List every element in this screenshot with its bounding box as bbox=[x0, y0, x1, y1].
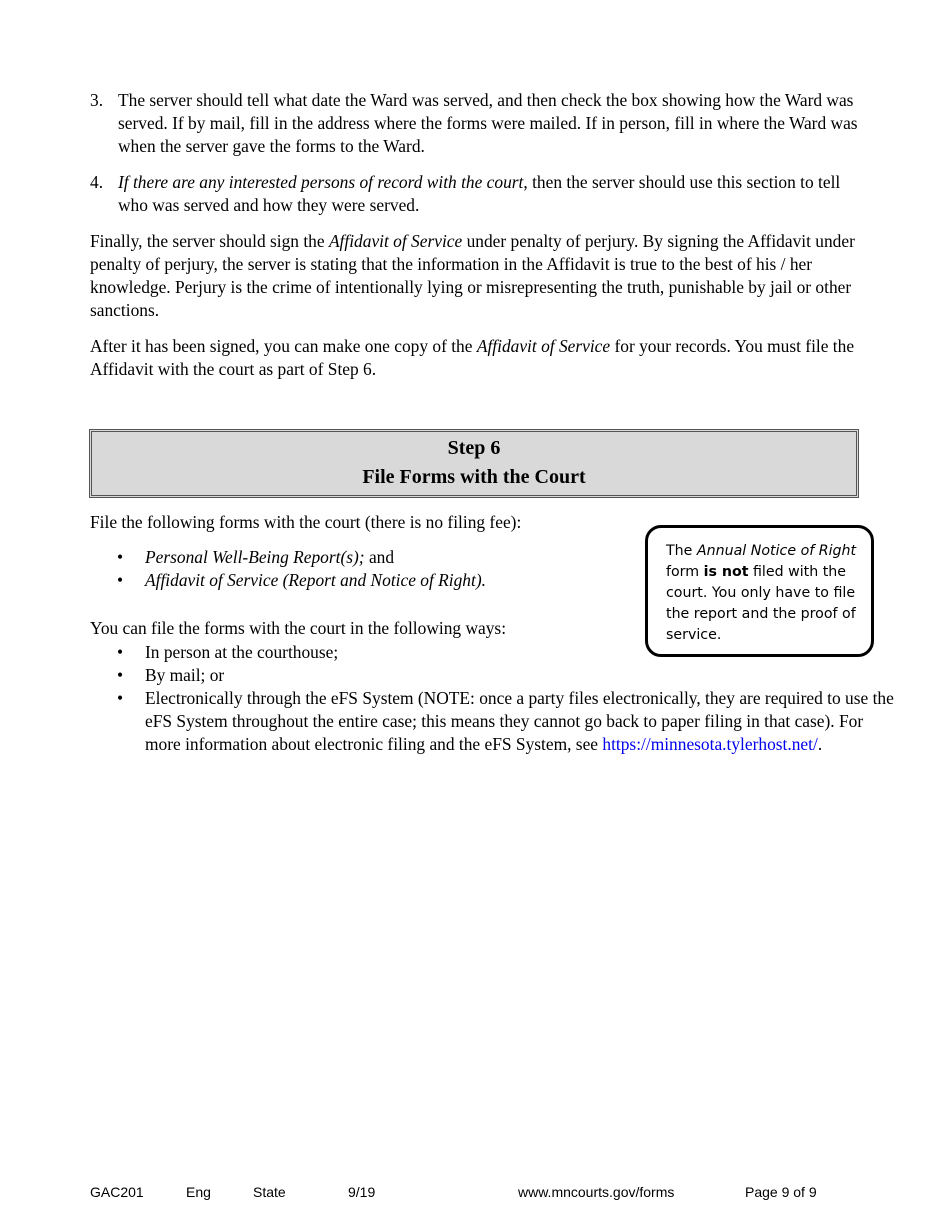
paragraph-text: under penalty of perjury. By signing the Affidavit under penalty of perjury, the server is stating that the information in the Affidavit is true to the best of his / her knowledge. Perjury is the crime of intentionally lying or misrepresenting the truth, punishable by jail or other sanctions. bbox=[90, 231, 855, 320]
bullet-icon: • bbox=[117, 642, 124, 662]
callout-text: filed with the court. You only have to file the report and the proof of service. bbox=[666, 564, 856, 643]
list-item bbox=[117, 687, 897, 756]
footer-date: 9/19 bbox=[348, 1184, 376, 1200]
bullet-icon: • bbox=[117, 570, 124, 590]
paragraph-text: for your records. You must file the Affidavit with the court as part of Step 6. bbox=[90, 336, 855, 379]
paragraph-text: Finally, the server should sign the bbox=[90, 231, 329, 251]
way-text: By mail; or bbox=[145, 665, 225, 685]
step-title: File Forms with the Court bbox=[362, 466, 586, 488]
callout-bold: is not bbox=[703, 564, 749, 580]
item-number: 3. bbox=[90, 90, 104, 110]
footer-language: Eng bbox=[186, 1184, 211, 1200]
way-text-end: . bbox=[817, 734, 823, 754]
footer-form-code: GAC201 bbox=[90, 1184, 144, 1200]
list-item-4 bbox=[90, 171, 860, 217]
way-text: In person at the courthouse; bbox=[145, 642, 339, 662]
paragraph-italic: Affidavit of Service bbox=[328, 231, 463, 251]
paragraph-text: After it has been signed, you can make one copy of the bbox=[90, 336, 477, 356]
ways-list bbox=[117, 641, 897, 756]
item-italic-text: If there are any interested persons of record with the court bbox=[118, 172, 524, 192]
notice-callout bbox=[645, 525, 874, 657]
callout-text: form bbox=[666, 564, 704, 580]
finally-paragraph bbox=[90, 230, 865, 322]
footer-page-number: Page 9 of 9 bbox=[745, 1184, 817, 1200]
bullet-icon: • bbox=[117, 688, 124, 708]
form-name: Personal Well-Being Report(s); bbox=[145, 547, 365, 567]
after-paragraph bbox=[90, 335, 865, 381]
footer-scope: State bbox=[253, 1184, 286, 1200]
way-text: Electronically through the eFS System (NOTE: once a party files electronically, they are required to use the eFS System throughout the entire case; this means they cannot go back to paper filing in that case). For more information about electronic filing and the eFS System, see bbox=[145, 688, 894, 754]
item-text: The server should tell what date the Ward was served, and then check the box showing how the Ward was served. If by mail, fill in the address where the forms were mailed. If in person, fill in where the Ward was when the server gave the forms to the Ward. bbox=[118, 90, 858, 156]
ways-intro: You can file the forms with the court in the following ways: bbox=[90, 618, 507, 638]
item-text bbox=[118, 171, 860, 217]
list-item bbox=[117, 569, 617, 592]
form-suffix: and bbox=[364, 547, 395, 567]
file-intro: File the following forms with the court (there is no filing fee): bbox=[90, 512, 522, 532]
list-item bbox=[117, 546, 617, 569]
bullet-icon: • bbox=[117, 547, 124, 567]
item-number: 4. bbox=[90, 172, 104, 192]
paragraph-italic: Affidavit of Service bbox=[476, 336, 611, 356]
item-rest-text: , then the server should use this section to tell who was served and how they were served. bbox=[118, 172, 841, 215]
bullet-icon: • bbox=[117, 665, 124, 685]
list-item-3 bbox=[90, 89, 860, 158]
list-item bbox=[117, 664, 897, 687]
forms-list bbox=[117, 546, 617, 592]
step-heading-box bbox=[89, 429, 859, 498]
footer-url: www.mncourts.gov/forms bbox=[518, 1184, 675, 1200]
callout-text: The bbox=[666, 543, 697, 559]
efs-link[interactable]: https://minnesota.tylerhost.net/ bbox=[602, 734, 818, 754]
step-number: Step 6 bbox=[447, 437, 501, 459]
form-name: Affidavit of Service (Report and Notice of Right). bbox=[145, 570, 486, 590]
callout-italic: Annual Notice of Right bbox=[696, 543, 857, 559]
